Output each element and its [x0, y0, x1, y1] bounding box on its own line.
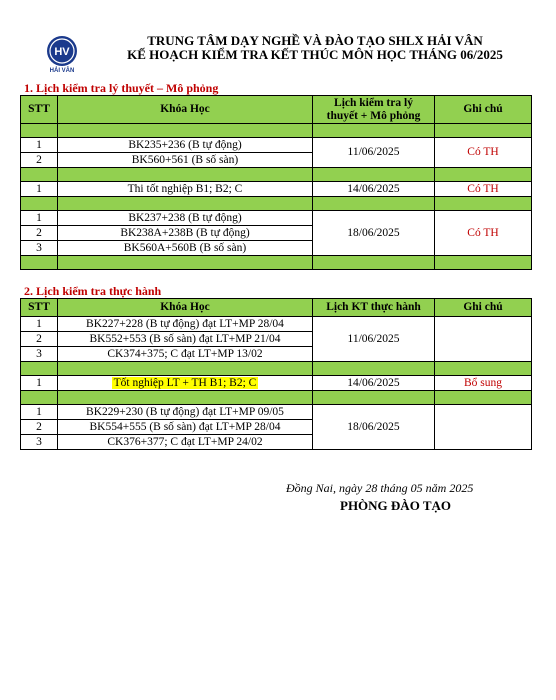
- row-course: BK560+561 (B số sàn): [58, 153, 313, 168]
- group-date: 11/06/2025: [313, 317, 435, 362]
- row-course: BK554+555 (B số sàn) đạt LT+MP 28/04: [58, 420, 313, 435]
- group-note: [435, 317, 532, 362]
- practical-exam-table: [20, 298, 532, 450]
- group-note: Có TH: [435, 182, 532, 197]
- separator-row: [21, 391, 532, 405]
- header-stt: STT: [21, 299, 58, 317]
- table-row: [21, 182, 532, 197]
- separator-row: [21, 256, 532, 270]
- row-stt: 2: [21, 153, 58, 168]
- section2-title: 2. Lịch kiểm tra thực hành: [24, 284, 162, 298]
- row-course: BK560A+560B (B số sàn): [58, 241, 313, 256]
- row-stt: 1: [21, 405, 58, 420]
- group-date: 18/06/2025: [313, 211, 435, 256]
- header-note: Ghi chú: [435, 299, 532, 317]
- row-stt: 3: [21, 241, 58, 256]
- group-date: 14/06/2025: [313, 376, 435, 391]
- group-date: 18/06/2025: [313, 405, 435, 450]
- row-course: CK374+375; C đạt LT+MP 13/02: [58, 347, 313, 362]
- row-stt: 1: [21, 376, 58, 391]
- separator-row: [21, 197, 532, 211]
- header-schedule: [313, 96, 435, 124]
- separator-row: [21, 124, 532, 138]
- department-name: PHÒNG ĐÀO TẠO: [340, 498, 451, 513]
- table-row: [21, 211, 532, 226]
- header-course: Khóa Học: [58, 299, 313, 317]
- row-course: CK376+377; C đạt LT+MP 24/02: [58, 435, 313, 450]
- separator-row: [21, 362, 532, 376]
- logo-text: HẢI VÂN: [49, 68, 75, 74]
- row-stt: 2: [21, 226, 58, 241]
- row-course: BK227+228 (B tự động) đạt LT+MP 28/04: [58, 317, 313, 332]
- group-date: 11/06/2025: [313, 138, 435, 168]
- center-name: TRUNG TÂM DẠY NGHỀ VÀ ĐÀO TẠO SHLX HẢI VÂN: [147, 33, 483, 48]
- row-course: Thi tốt nghiệp B1; B2; C: [58, 182, 313, 197]
- row-stt: 2: [21, 332, 58, 347]
- row-course: BK238A+238B (B tự động): [58, 226, 313, 241]
- table-row: [21, 317, 532, 332]
- row-stt: 3: [21, 347, 58, 362]
- group-note: Bổ sung: [435, 376, 532, 391]
- header-note: Ghi chú: [435, 96, 532, 124]
- group-note: Có TH: [435, 138, 532, 168]
- group-date: 14/06/2025: [313, 182, 435, 197]
- highlighted-course: Tốt nghiệp LT + TH B1; B2; C: [113, 376, 257, 389]
- signing-date: Đồng Nai, ngày 28 tháng 05 năm 2025: [286, 481, 474, 495]
- row-course: BK552+553 (B số sàn) đạt LT+MP 21/04: [58, 332, 313, 347]
- row-stt: 2: [21, 420, 58, 435]
- table-row: [21, 138, 532, 153]
- row-course: [58, 376, 313, 391]
- row-course: BK229+230 (B tự động) đạt LT+MP 09/05: [58, 405, 313, 420]
- header-schedule-line1: Lịch kiểm tra lý: [334, 96, 413, 109]
- header-schedule-line2: thuyết + Mô phỏng: [326, 109, 421, 122]
- row-stt: 1: [21, 138, 58, 153]
- svg-text:HV: HV: [54, 46, 70, 58]
- group-note: Có TH: [435, 211, 532, 256]
- separator-row: [21, 168, 532, 182]
- row-stt: 1: [21, 182, 58, 197]
- row-stt: 3: [21, 435, 58, 450]
- plan-title: KẾ HOẠCH KIỂM TRA KẾT THÚC MÔN HỌC THÁNG 06/2025: [127, 47, 503, 62]
- header-course: Khóa Học: [58, 96, 313, 124]
- header-stt: STT: [21, 96, 58, 124]
- section1-title: 1. Lịch kiểm tra lý thuyết – Mô phỏng: [24, 81, 219, 95]
- group-note: [435, 405, 532, 450]
- row-course: BK235+236 (B tự động): [58, 138, 313, 153]
- table-row: [21, 405, 532, 420]
- header-schedule: Lịch KT thực hành: [313, 299, 435, 317]
- row-stt: 1: [21, 211, 58, 226]
- theory-exam-table: [20, 95, 532, 270]
- row-course: BK237+238 (B tự động): [58, 211, 313, 226]
- row-stt: 1: [21, 317, 58, 332]
- table-row: [21, 376, 532, 391]
